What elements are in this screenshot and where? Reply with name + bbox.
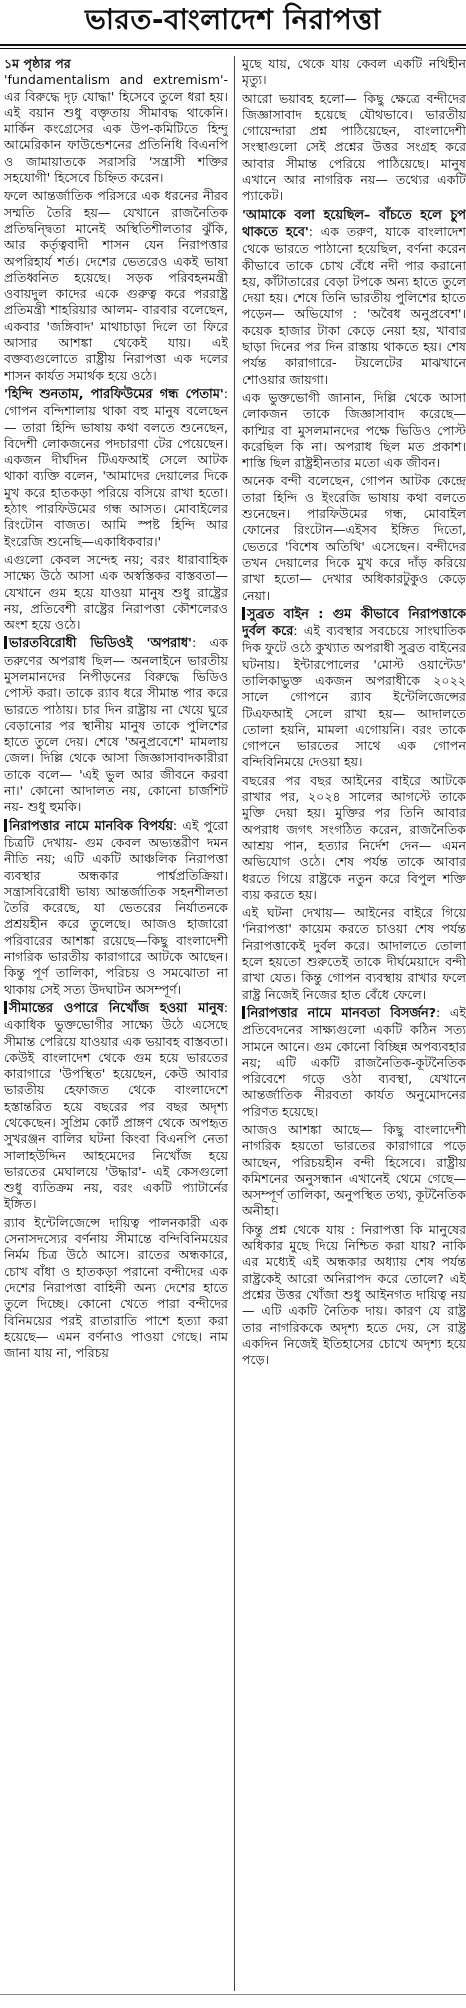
section-body: : এক তরুণের অপরাধ ছিল— অনলাইনে ভারতীয় মুসলমানদের নিপীড়নের বিরুদ্ধে ভিডিও পোস্ট করা। তাকে র‍্যাব ধরে সীমান্ত পার করে ভারতে পাঠায়। চার দিন রাষ্ট্রায় না খেয়ে ঘুরে বেড়ানোর পর স্থানীয় মানুষ তাকে পুলিশের হাতে তুলে দেয়। শেষে 'অনুপ্রবেশে' মামলায় জেল। দিল্লি থেকে আসা জিজ্ঞাসাবাদকারীরা তাকে বলে— 'এই ভুল আর জীবনে করবা না।' কোনো আদালত নয়, কোনো চার্জশিট নয়- শুধু হুমকি। [4,635,228,815]
paragraph: ফলে আন্তর্জাতিক পরিসরে এক ধরনের নীরব সম্মতি তৈরি হয়— যেখানে রাজনৈতিক প্রতিদ্বন্দ্বিতা মানেই অস্থিতিশীলতার ঝুঁকি, আর কর্তৃত্ববাদী শাসন যেন নিরাপত্তার অপরিহার্য শর্ত। দেশের ভেতরেও একই ভাষা প্রতিধ্বনিত হয়েছে। সড়ক পরিবহনমন্ত্রী ওবায়দুল কাদের একে গুরুত্ব করে পররাষ্ট্র প্রতিমন্ত্রী শাহরিয়ার আলম- বারবার বলেছেন, একবার 'জঙ্গিবাদ' মাথাচাড়া দিলে তা ফিরে আসার আশঙ্কা থেকেই যায়। এই বক্তব্যগুলোতে রাষ্ট্রীয় নিরাপত্তা এক দলের শাসন কার্যত সমার্থক হয়ে ওঠে। [4,188,228,383]
section [4,818,228,998]
section [4,1000,228,1213]
section [242,1005,466,1120]
paragraph: মুছে যায়, থেকে যায় কেবল একটি নথিহীন মৃত্যু। [242,56,466,88]
section-heading: সীমান্তের ওপারে নিখোঁজ হওয়া মানুষ [9,1000,224,1016]
section-heading: নিরাপত্তার নামে মানবতা বিসর্জন? [247,1005,437,1021]
section-body: : একাধিক ভুক্তভোগীর সাক্ষ্যে উঠে এসেছে সীমান্ত পেরিয়ে যাওয়ার এক ভয়াবহ বাস্তবতা। কেউই বাংলাদেশ থেকে গুম হয়ে ভারতের কারাগারে 'উপস্থিত' হয়েছেন, কেউ আবার ভারতীয় হেফাজত থেকে বাংলাদেশে হস্তান্তরিত হয়ে বছরের পর বছর অদৃশ্য থেকেছেন। সুপ্রিম কোর্ট প্রাঙ্গণ থেকে অপহৃত সুখরঞ্জন বালির ঘটনা কিংবা বিএনপি নেতা সালাহউদ্দিন আহমেদের নিখোঁজ হয়ে ভারতের মেঘালয়ে 'উদ্ধার'- এই কেসগুলো শুধু ব্যতিক্রম নয়, বরং একটি প্যাটার্নের ইঙ্গিত। [4,999,228,1212]
section-body: : এক তরুণ, যাকে বাংলাদেশ থেকে ভারতে পাঠানো হয়েছিল, বর্ণনা করেন কীভাবে তাকে চোখ বেঁধে নদী পার করানো হয়, কাঁটাতারের বেড়া টপকে অন্য হাতে তুলে দেয়া হয়। শেষে তিনি ভারতীয় পুলিশের হাতে পড়েন— অভিযোগ : 'অবৈধ অনুপ্রবেশ'। কয়েক হাজার টাকা কেড়ে নেয়া হয়, খাবার ছাড়া দিনের পর দিন রাস্তায় থাকতে হয়। শেষ পর্যন্ত কারাগারে- টয়লেটের মাঝখানে শোওয়ার জায়গা। [242,223,466,387]
paragraph: কিন্তু প্রশ্ন থেকে যায় : নিরাপত্তা কি মানুষের অধিকার মুছে দিয়ে নিশ্চিত করা যায়? নাকি এর মধ্যেই এই অন্ধকার অধ্যায় শেষ পর্যন্ত রাষ্ট্রকেই আরো অনিরাপদ করে তোলে? এই প্রশ্নের উত্তর খোঁজা শুধু আইনগত দায়িত্ব নয়— এটি একটি নৈতিক দায়। কারণ যে রাষ্ট্র তার নাগরিককে অদৃশ্য হতে দেয়, সে রাষ্ট্র একদিন নিজেই ইতিহাসের চোখে অদৃশ্য হয়ে পড়ে। [242,1221,466,1368]
section-heading: ভারতবিরোধী ভিডিওই 'অপরাধ' [9,636,192,652]
section-heading: সুব্রত বাইন : গুম কীভাবে নিরাপত্তাকে দুর্বল করে [242,606,466,640]
banner-rule [0,44,466,46]
section [242,606,466,771]
section-heading: 'আমাকে বলা হয়েছিল– বাঁচতে হলে চুপ থাকতে হবে' [242,207,466,240]
paragraph: আজও আশঙ্কা আছে— কিছু বাংলাদেশী নাগরিক হয়তো ভারতের কারাগারে পড়ে আছেন, পরিচয়হীন বন্দী হিসেবে। রাষ্ট্রীয় কমিশনের অনুসন্ধান এখানেই থেমে গেছে— অসম্পূর্ণ তালিকা, অনুপস্থিত তথ্য, কূটনৈতিক অনীহা। [242,1122,466,1219]
section-marker [242,607,245,620]
section-body: : এই প্রতিবেদনের সাক্ষ্যগুলো একটি কঠিন সত্য সামনে আনে। গুম কোনো বিচ্ছিন্ন অপব্যবহার নয়; এটি একটি রাজনৈতিক-কূটনৈতিক পরিবেশে গড়ে ওঠা ব্যবস্থা, যেখানে আন্তর্জাতিক নীরবতা কার্যত অনুমোদনের পরিণত হয়েছে। [242,1004,466,1119]
paragraph: এই ঘটনা দেখায়— আইনের বাইরে গিয়ে 'নিরাপত্তা' কায়েম করতে চাওয়া শেষ পর্যন্ত নিরাপত্তাকেই দুর্বল করে। আদালতে তোলা হলে হয়তো শুরুতেই তাকে দীর্ঘমেয়াদে বন্দী রাখা যেত। কিন্তু গোপন ব্যবস্থায় রাখার ফলে রাষ্ট্র নিজেই নিজের হাত বেঁধে ফেলে। [242,905,466,1002]
right-column [242,56,466,1990]
continued-label: ১ম পৃষ্ঠার পর [4,56,71,71]
column-divider [234,56,235,1991]
section [4,635,228,815]
section-heading: 'হিন্দি শুনতাম, পারফিউমের গন্ধ পেতাম' [4,386,224,402]
section-marker [4,1001,7,1014]
paragraph: বছরের পর বছর আইনের বাইরে আটকে রাখার পর, ২০২৪ সালের আগস্টে তাকে মুক্তি দেয়া হয়। মুক্তির পর তিনি আবার অপরাধ জগৎ সংগঠিত করেন, রাজনৈতিক আশ্রয় পান, হত্যার নির্দেশ দেন— এমন অভিযোগ ওঠে। শেষ পর্যন্ত তাকে আবার ধরতে গিয়ে রাষ্ট্রকে নতুন করে বিপুল শক্তি ব্যয় করতে হয়। [242,772,466,902]
paragraph: এগুলো কেবল সন্দেহ নয়; বরং ধারাবাহিক সাক্ষ্যে উঠে আসা এক অস্বস্তিকর বাস্তবতা— যেখানে গুম হয়ে যাওয়া মানুষ শুধু রাষ্ট্রের নয়, প্রতিবেশী রাষ্ট্রের নিরাপত্তা কৌশলেরও অংশ হয়ে ওঠে। [4,551,228,633]
section-body: : গোপন বন্দিশালায় থাকা বহু মানুষ বলেছেন— তারা হিন্দি ভাষায় কথা বলতে শুনেছেন, বিদেশী লোকজনের পদচারণা টের পেয়েছেন। একজন দীর্ঘদিন টিএফআই সেলে আটক থাকা ব্যক্তি বলেন, 'আমাদের দেয়ালের দিকে মুখ করে হাতকড়া পরিয়ে বসিয়ে রাখা হতো। হঠাৎ পারফিউমের গন্ধ আসত। মোবাইলের রিংটোন বাজত। আমি স্পষ্ট হিন্দি আর ইংরেজি শুনেছি—একাধিকবার।' [4,385,228,549]
left-column [4,56,228,1990]
section [4,386,228,550]
paragraph: এক ভুক্তভোগী জানান, দিল্লি থেকে আসা লোকজন তাকে জিজ্ঞাসাবাদ করেছে— কাশ্মির বা মুসলমানদের পক্ষে ভিডিও পোস্ট করেছিল কি না। অপরাধ ছিল মত প্রকাশ। শাস্তি ছিল রাষ্ট্রহীনতার মতো এক জীবন। [242,389,466,471]
banner-rule-thin [0,48,466,49]
section-heading: নিরাপত্তার নামে মানবিক বিপর্যয় [9,818,173,834]
paragraph: 'fundamentalism and extremism'-এর বিরুদ্ধে দৃঢ় যোদ্ধা' হিসেবে তুলে ধরা হয়। এই বয়ান শুধু বক্তৃতায় সীমাবদ্ধ থাকেনি। মার্কিন কংগ্রেসের এক উপ-কমিটিতে হিন্দু আমেরিকান ফাউন্ডেশনের প্রতিনিধি বিএনপি ও জামায়াতকে সরাসরি 'সন্ত্রাসী শক্তির সহযোগী' হিসেবে চিহ্নিত করেন। [4,72,228,186]
section-marker [4,636,7,649]
section-body: : এই পুরো চিত্রটি দেখায়- গুম কেবল অভ্যন্তরীণ দমন নীতি নয়; এটি একটি আঞ্চলিক নিরাপত্তা ব্যবস্থার অন্ধকার পার্শ্বপ্রতিক্রিয়া। সন্ত্রাসবিরোধী ভাষ্য আন্তর্জাতিক সহনশীলতা তৈরি করেছে, যা ভেতরের নির্যাতনকে প্রশ্রয়হীন করে তুলেছে। আজও হাজারো পরিবারের আশঙ্কা রয়েছে—কিছু বাংলাদেশী নাগরিক ভারতীয় কারাগারে আটকে আছেন। কিন্তু পূর্ণ তালিকা, পরিচয় ও সমঝোতা না থাকায় সেই সত্য উদঘাটন অসম্পূর্ণ। [4,817,228,997]
section-banner [0,0,466,42]
section [242,207,466,388]
section-marker [242,1006,245,1019]
page-bottom-rule [0,1994,466,1995]
paragraph: অনেক বন্দী বলেছেন, গোপন আটক কেন্দ্রে তারা হিন্দি ও ইংরেজি ভাষায় কথা বলতে শুনেছেন। পারফিউমের গন্ধ, মোবাইল ফোনের রিংটোন—এইসব ইঙ্গিত দিতো, ভেতরে 'বিশেষ অতিথি' এসেছেন। বন্দীদের তখন দেয়ালের দিকে মুখ করে দাঁড় করিয়ে রাখা হতো— দেখার অধিকারটুকুও কেড়ে নেয়া। [242,473,466,603]
section-marker [4,819,7,832]
paragraph: র‍্যাব ইন্টেলিজেন্সে দায়িত্ব পালনকারী এক সেনাসদস্যের বর্ণনায় সীমান্তে বন্দিবিনিময়ের নির্মম চিত্র উঠে আসে। রাতের অন্ধকারে, চোখ বাঁধা ও হাতকড়া পরানো বন্দীদের এক দেশের নিরাপত্তা বাহিনী অন্য দেশের হাতে তুলে দিচ্ছে। কোনো খেতে পারা বন্দীদের বিনিময়ের পরই রাতারাতি পাশে হত্যা করা হয়েছে— এমন বর্ণনাও পাওয়া গেছে। নাম জানা যায় না, পরিচয় [4,1214,228,1361]
banner-title: ভারত-বাংলাদেশ নিরাপত্তা [85,2,381,36]
paragraph: আরো ভয়াবহ হলো— কিছু ক্ষেত্রে বন্দীদের জিজ্ঞাসাবাদ হয়েছে যৌথভাবে। ভারতীয় গোয়েন্দারা প্রশ্ন পাঠিয়েছেন, বাংলাদেশী সংস্থাগুলো সেই প্রশ্নের উত্তর সংগ্রহ করে আবার সীমান্ত পেরিয়ে পাঠিয়েছে। মানুষ এখানে আর নাগরিক নয়— তথ্যের একটি প্যাকেট। [242,90,466,204]
section-body: : এই ব্যবস্থার সবচেয়ে সাংঘাতিক দিক ফুটে ওঠে কুখ্যাত অপরাধী সুব্রত বাইনের ঘটনায়। ইন্টারপোলের 'মোস্ট ওয়ান্টেড' তালিকাভুক্ত একজন অপরাধীকে ২০২২ সালে গোপনে র‍্যাব ইন্টেলিজেন্সের টিএফআই সেলে রাখা হয়— আদালতে তোলা হয়নি, মামলা এগোয়নি। বরং তাকে গোপনে ভারতের সাথে এক গোপন বন্দিবিনিময়ে দেওয়া হয়। [242,623,466,770]
